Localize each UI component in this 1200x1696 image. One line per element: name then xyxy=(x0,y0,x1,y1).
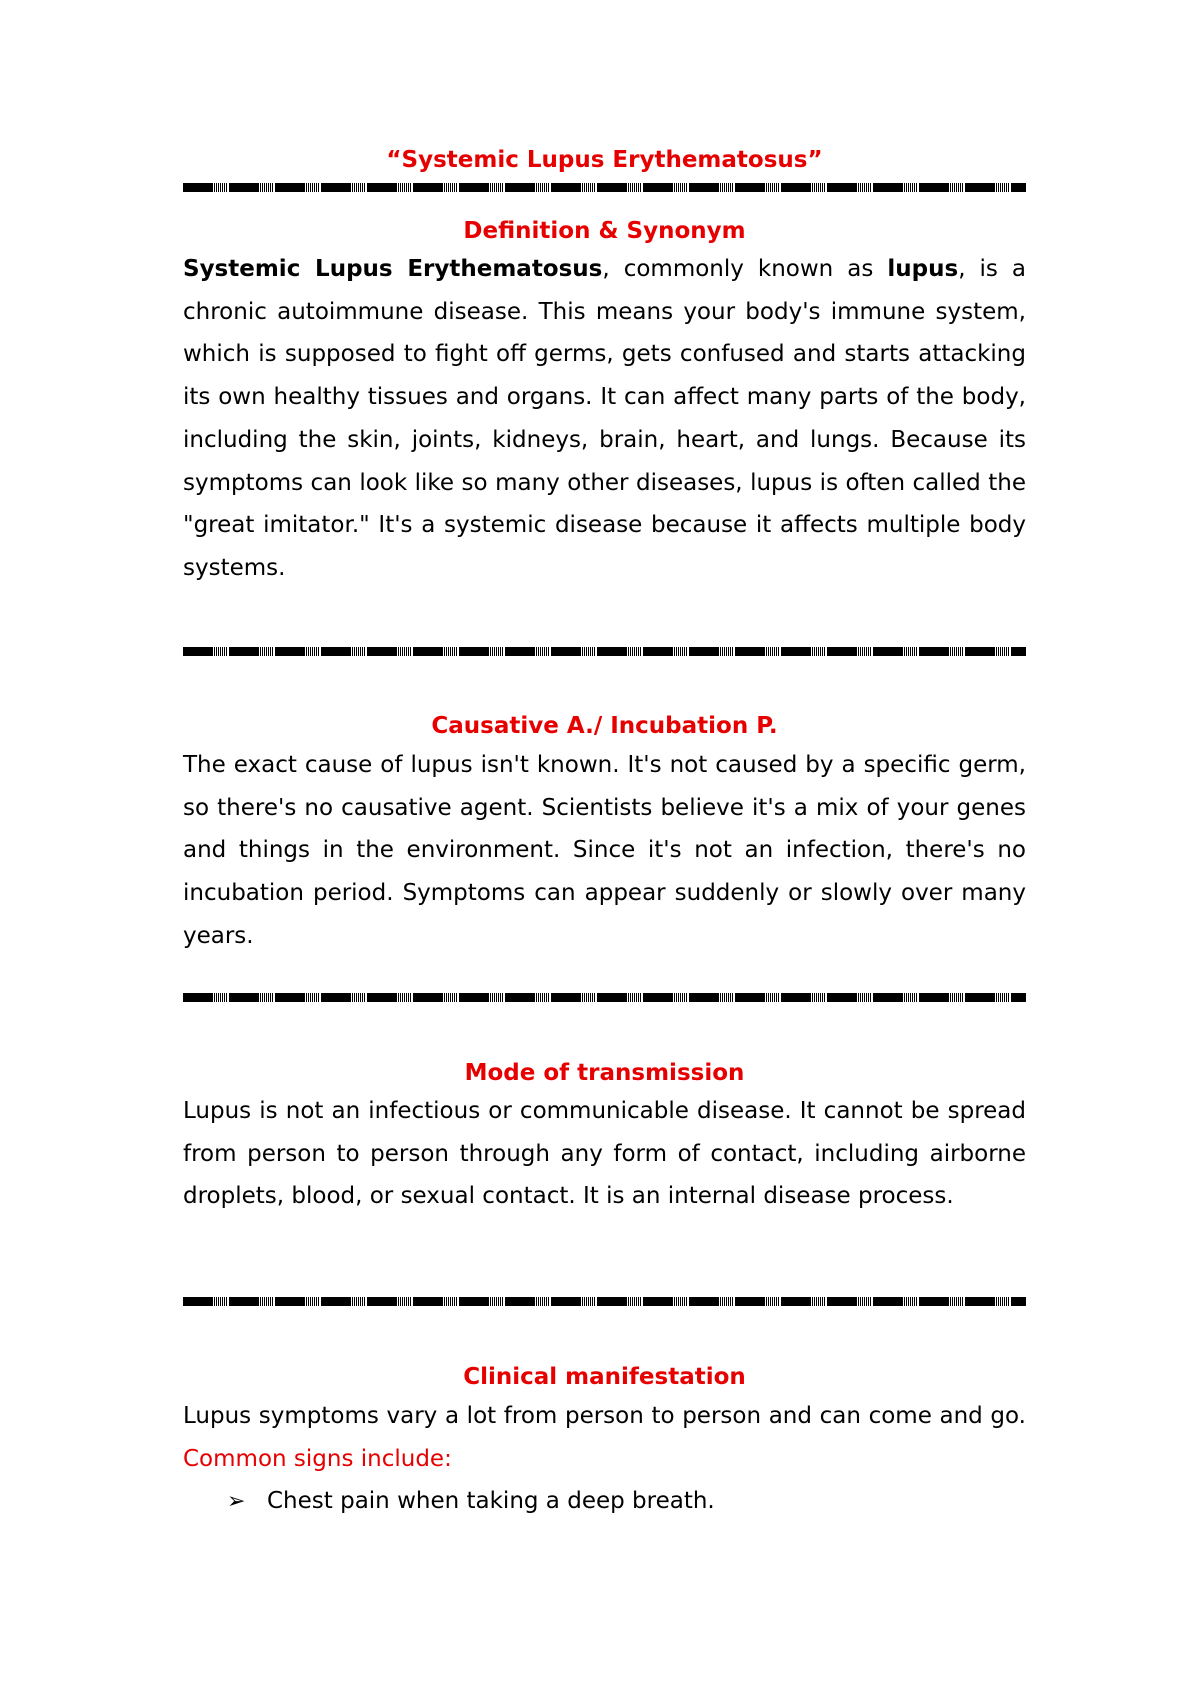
section-divider xyxy=(183,993,1026,1002)
causative-paragraph: The exact cause of lupus isn't known. It's not caused by a specific germ, so there's no causative agent. Scientists believe it's a mix of your genes and things in the environment. Since it's not an infection, there's no incubation period. Symptoms can appear suddenly or slowly over many years. xyxy=(183,752,1026,949)
clinical-paragraph xyxy=(183,1395,1026,1480)
list-item xyxy=(227,1480,1026,1524)
heading-clinical: Clinical manifestation xyxy=(463,1364,746,1390)
section-divider xyxy=(183,183,1026,192)
definition-lead-term: Systemic Lupus Erythematosus xyxy=(183,256,603,282)
definition-paragraph xyxy=(183,248,1026,590)
transmission-paragraph: Lupus is not an infectious or communicable disease. It cannot be spread from person to person through any form of contact, including airborne droplets, blood, or sexual contact. It is an internal disease process. xyxy=(183,1098,1026,1210)
heading-causative: Causative A./ Incubation P. xyxy=(431,713,778,739)
section-divider xyxy=(183,1297,1026,1306)
heading-transmission: Mode of transmission xyxy=(464,1060,745,1086)
definition-body: , is a chronic autoimmune disease. This means your body's immune system, which is supposed to fight off germs, gets confused and starts attacking its own healthy tissues and organs. It can affect many parts of the body, including the skin, joints, kidneys, brain, heart, and lungs. Because its symptoms can look like so many other diseases, lupus is often called the "great imitator." It's a systemic disease because it affects multiple body systems. xyxy=(183,256,1027,581)
list-item-text: Chest pain when taking a deep breath. xyxy=(267,1488,715,1514)
definition-lead-text: , commonly known as xyxy=(602,256,888,282)
section-divider xyxy=(183,647,1026,656)
definition-synonym: lupus xyxy=(887,256,959,282)
arrowhead-bullet-icon: ➢ xyxy=(227,1489,246,1514)
heading-definition: Definition & Synonym xyxy=(463,218,746,244)
document-title: “Systemic Lupus Erythematosus” xyxy=(386,147,823,173)
clinical-body: Lupus symptoms vary a lot from person to person and can come and go. xyxy=(183,1403,1026,1429)
clinical-highlight: Common signs include: xyxy=(183,1445,452,1472)
